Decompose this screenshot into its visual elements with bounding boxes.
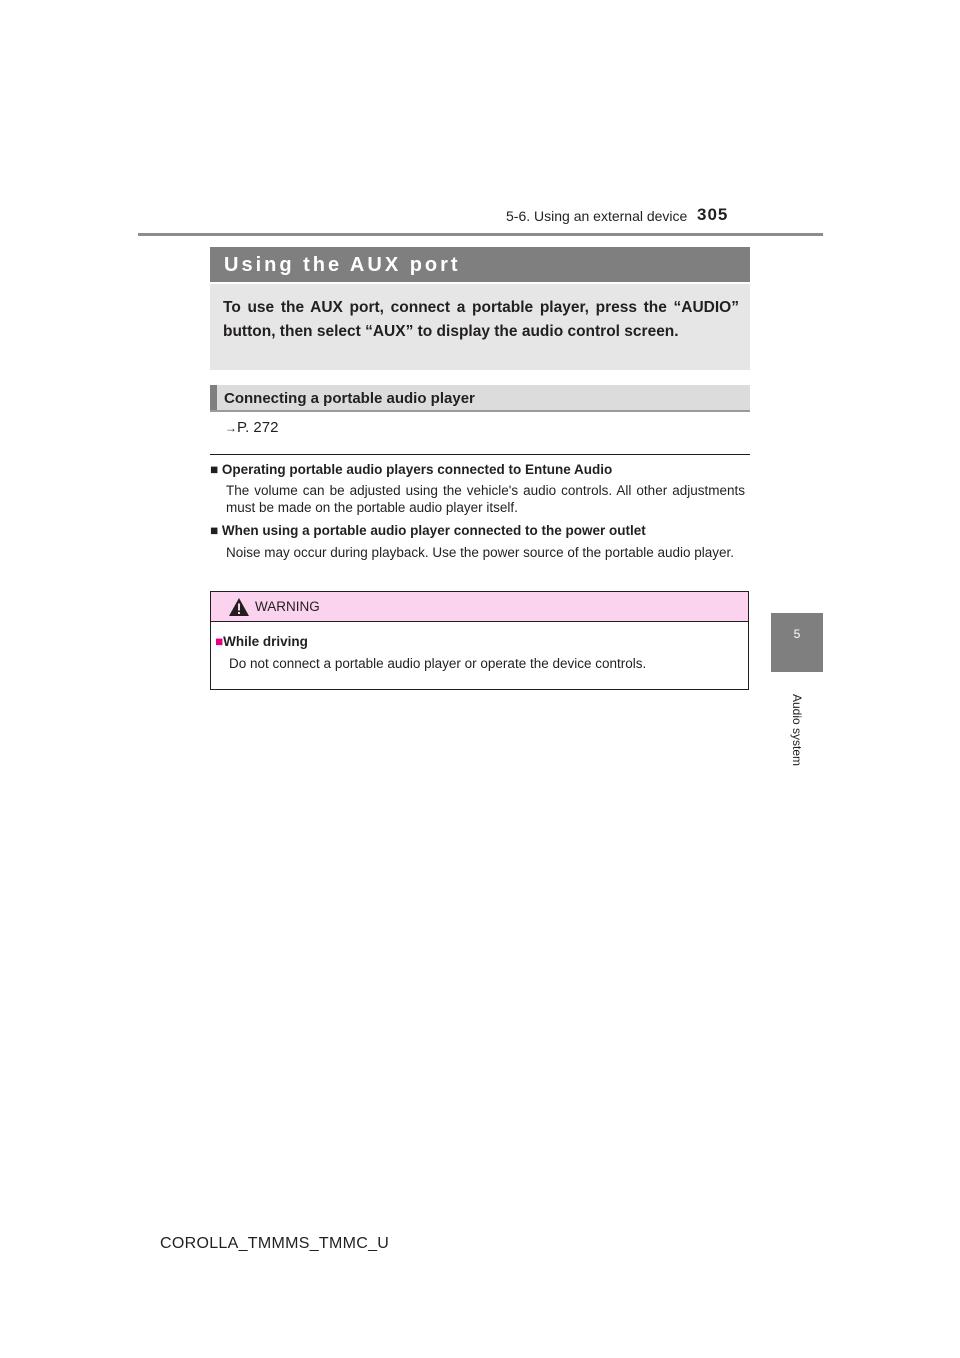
warning-item-body: Do not connect a portable audio player or operate the device controls.: [229, 656, 647, 671]
section-name: 5-6. Using an external device: [506, 208, 688, 224]
warning-box: [210, 591, 749, 690]
notes-rule: [210, 454, 750, 455]
page-title: Using the AUX port: [224, 254, 461, 276]
intro-box: [210, 284, 750, 370]
square-bullet-icon: ■: [210, 523, 219, 538]
note-body: Noise may occur during playback. Use the power source of the portable audio player.: [226, 545, 735, 560]
reference-text: P. 272: [237, 419, 279, 436]
arrow-right-icon: →: [225, 421, 237, 435]
note-title: [210, 523, 646, 538]
page-number: 305: [697, 205, 729, 224]
page-reference[interactable]: [225, 419, 278, 436]
chapter-title: Audio system: [790, 693, 804, 767]
header-rule: [138, 233, 823, 236]
section-title-bar: [210, 247, 750, 282]
warning-header: [211, 592, 748, 622]
note-title-text: Operating portable audio players connected to Entune Audio: [221, 462, 613, 477]
chapter-label: [762, 680, 832, 780]
intro-text: To use the AUX port, connect a portable player, press the “AUDIO” button, then select “AUX” to display the audio control screen.: [223, 299, 739, 340]
subheading-bar: [210, 385, 750, 412]
document-code: COROLLA_TMMMS_TMMC_U: [160, 1235, 390, 1252]
warning-item-title-text: While driving: [223, 634, 308, 649]
warning-triangle-icon: [228, 597, 250, 617]
subheading-accent: [210, 385, 217, 410]
subheading: Connecting a portable audio player: [224, 390, 475, 407]
warning-label: WARNING: [255, 599, 320, 614]
square-bullet-icon: ■: [210, 462, 219, 477]
note-title: [210, 462, 612, 477]
note-body: The volume can be adjusted using the vehicle's audio controls. All other adjustments must be made on the portable audio player itself.: [226, 483, 745, 515]
chapter-number: 5: [793, 627, 801, 641]
warning-item-title: [215, 634, 308, 649]
chapter-tab: [771, 613, 823, 672]
note-title-text: When using a portable audio player connected to the power outlet: [221, 523, 646, 538]
square-bullet-icon: ■: [215, 634, 224, 649]
